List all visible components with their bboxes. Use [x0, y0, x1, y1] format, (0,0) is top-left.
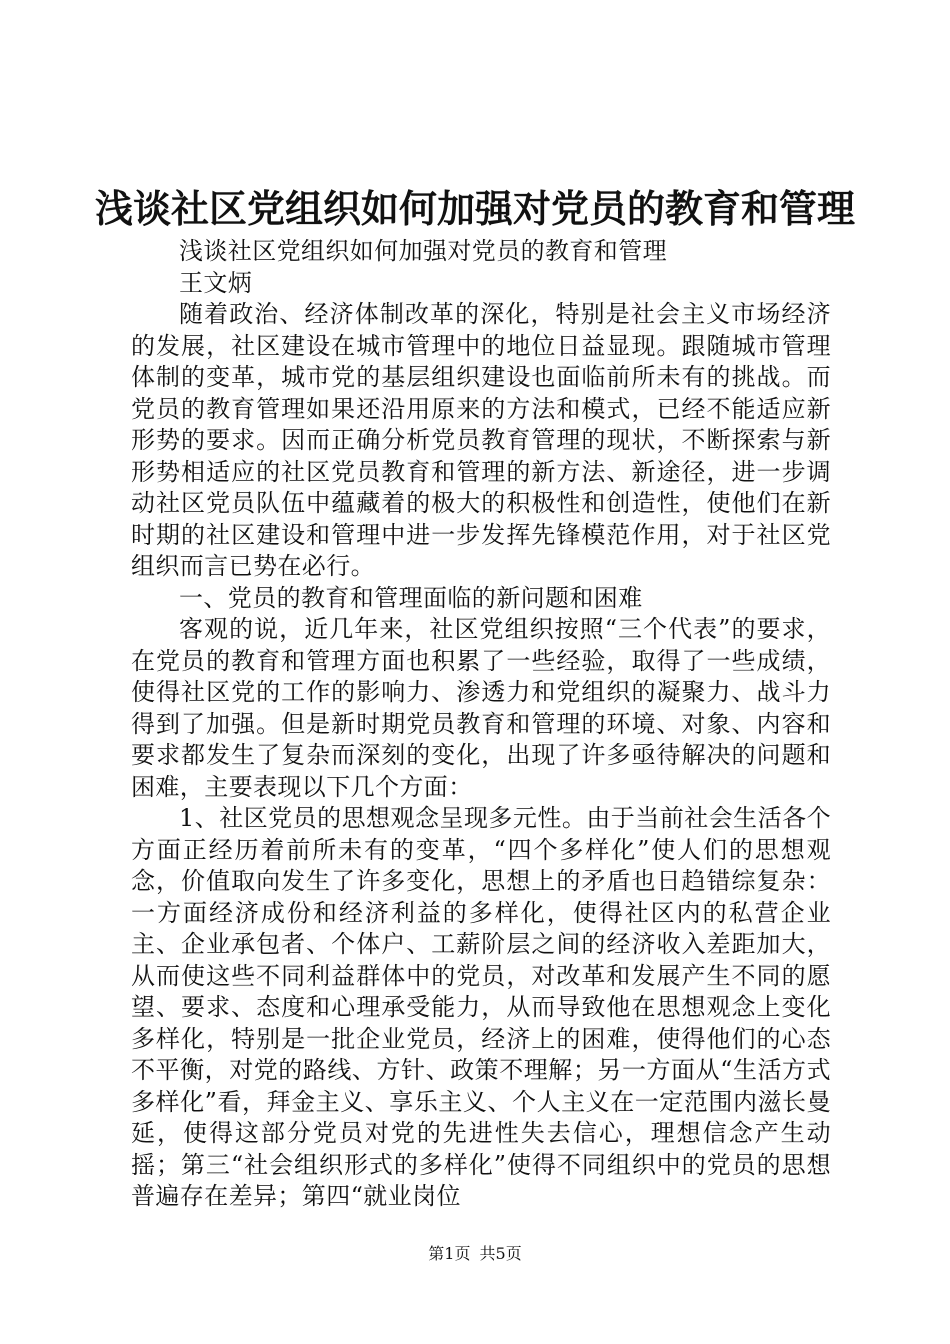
page-footer — [0, 1243, 950, 1265]
subtitle-paragraph: 浅谈社区党组织如何加强对党员的教育和管理 — [179, 237, 667, 265]
document-body — [131, 236, 831, 1213]
body-paragraph: 客观的说，近几年来，社区党组织按照“三个代表”的要求，在党员的教育和管理方面也积累了一些经验，取得了一些成绩，使得社区党的工作的影响力、渗透力和党组织的凝聚力、战斗力得到了加强。但是新时期党员教育和管理的环境、对象、内容和要求都发生了复杂而深刻的变化，出现了许多亟待解决的问题和困难，主要表现以下几个方面： — [131, 615, 831, 801]
body-paragraph: 1、社区党员的思想观念呈现多元性。由于当前社会生活各个方面正经历着前所未有的变革，“四个多样化”使人们的思想观念，价值取向发生了许多变化，思想上的矛盾也日趋错综复杂：一方面经济成份和经济利益的多样化，使得社区内的私营企业主、企业承包者、个体户、工薪阶层之间的经济收入差距加大，从而使这些不同利益群体中的党员，对改革和发展产生不同的愿望、要求、态度和心理承受能力，从而导致他在思想观念上变化多样化，特别是一批企业党员，经济上的困难，使得他们的心态不平衡，对党的路线、方针、政策不理解；另一方面从“生活方式多样化”看，拜金主义、享乐主义、个人主义在一定范围内滋长曼延，使得这部分党员对党的先进性失去信心，理想信念产生动摇；第三“社会组织形式的多样化”使得不同组织中的党员的思想普遍存在差异；第四“就业岗位 — [131, 804, 831, 1210]
document-title: 浅谈社区党组织如何加强对党员的教育和管理 — [94, 186, 855, 231]
page-number-current: 第1页 — [428, 1244, 471, 1263]
page-number-total: 共5页 — [479, 1244, 522, 1263]
section-heading: 一、党员的教育和管理面临的新问题和困难 — [179, 583, 643, 612]
intro-paragraph: 随着政治、经济体制改革的深化，特别是社会主义市场经济的发展，社区建设在城市管理中的地位日益显现。跟随城市管理体制的变革，城市党的基层组织建设也面临前所未有的挑战。而党员的教育管理如果还沿用原来的方法和模式，已经不能适应新形势的要求。因而正确分析党员教育管理的现状，不断探索与新形势相适应的社区党员教育和管理的新方法、新途径，进一步调动社区党员队伍中蕴藏着的极大的积极性和创造性，使他们在新时期的社区建设和管理中进一步发挥先锋模范作用，对于社区党组织而言已势在必行。 — [131, 300, 831, 580]
author-paragraph: 王文炳 — [179, 268, 253, 297]
